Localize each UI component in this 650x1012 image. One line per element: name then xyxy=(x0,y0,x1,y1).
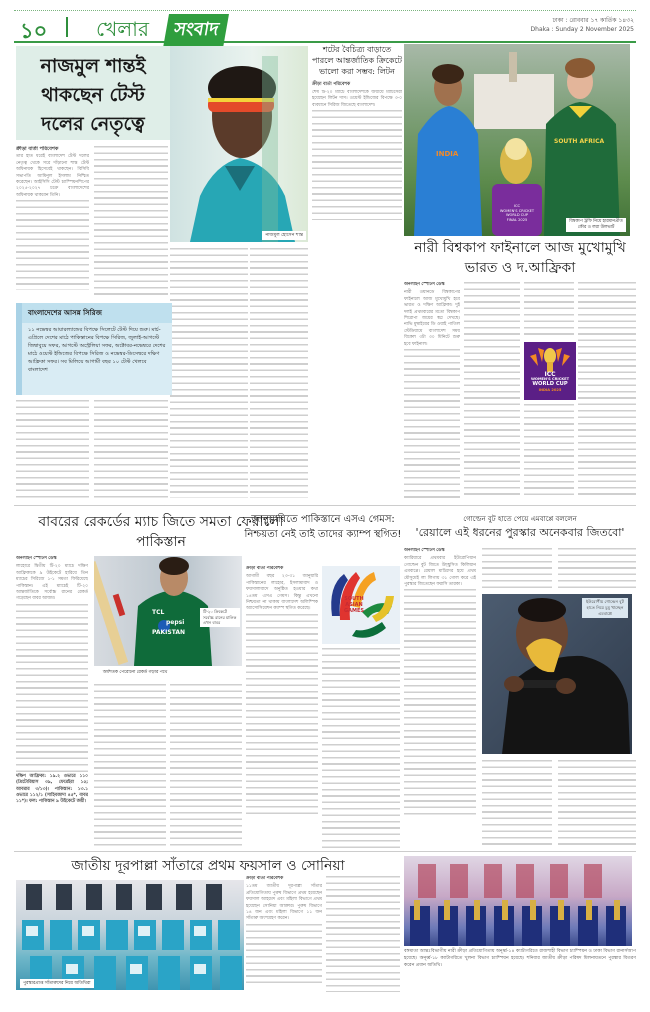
series-box-title: বাংলাদেশের আসন্ন সিরিজ xyxy=(22,303,172,323)
series-box xyxy=(16,303,172,395)
shanto-headline-box xyxy=(16,46,170,140)
womens-final-col3b xyxy=(524,404,574,498)
sa-games-body-text: আগামী বছর ২৩-৩১ জানুয়ারি পাকিস্তানের লাহোর, ইসলামাবাদ ও ফয়সালাবাদে অনুষ্ঠিত হওয়ার কথা ১৪তম এসএ গেমস। কিন্তু এখনো নিশ্চয়তা না থাকায় বাংলাদেশ অলিম্পিক অ্যাসোসিয়েশন ক্যাম্প স্থগিত করেছে। xyxy=(246,574,318,612)
mbappe-headline[interactable]: 'রেয়ালে এই ধরনের পুরস্কার অনেকবার জিতবো' xyxy=(415,526,625,539)
womens-final-photo-caption: বিশ্বকাপ ট্রফি নিয়ে হারমানপ্রীত কৌর ও লরা উলভার্ট xyxy=(566,218,626,232)
womens-final-body-lines xyxy=(404,349,460,498)
swimming-col1 xyxy=(246,876,322,992)
mbappe-byline: অনলাইন স্পোর্টস ডেস্ক xyxy=(404,548,445,553)
sa-games-logo xyxy=(322,566,400,644)
swimming-group-illustration xyxy=(16,880,244,990)
section-title-part1: খেলার xyxy=(96,17,149,41)
liton-body-lines xyxy=(312,110,402,220)
sa-logo-line1: SOUTH xyxy=(344,596,364,602)
swimming-headline[interactable]: জাতীয় দূরপাল্লা সাঁতারে প্রথম ফয়সাল ও সোনিয়া xyxy=(71,858,345,874)
section-title-part2: সংবাদ xyxy=(163,14,229,48)
jersey-country: PAKISTAN xyxy=(152,629,185,636)
trophy-label-line3: WORLD CUP xyxy=(505,213,529,218)
shanto-byline: ক্রীড়া বার্তা পরিবেশক xyxy=(16,146,59,152)
womens-final-col2 xyxy=(464,282,520,498)
trophy-label-line2: WOMEN'S CRICKET xyxy=(499,208,535,213)
swimming-byline: ক্রীড়া বার্তা পরিবেশক xyxy=(246,876,284,881)
shanto-photo-credit: নাজমুল হোসেন শান্ত xyxy=(262,231,306,240)
babar-col2 xyxy=(94,684,166,848)
liton-article xyxy=(312,44,402,240)
babar-photo xyxy=(94,556,242,666)
sa-games-col2 xyxy=(322,648,400,848)
sa-games-col1 xyxy=(246,566,318,848)
womens-sports-group-illustration xyxy=(404,856,632,946)
swimming-body-lines xyxy=(246,924,322,984)
babar-photo-inset-caption: টি-২০ ক্রিকেটে সর্বোচ্চ রানের মালিক এখন বাবর xyxy=(200,608,240,627)
womens-final-col1 xyxy=(404,282,460,498)
babar-col3 xyxy=(170,684,242,848)
womens-final-body-text: নারী ওয়ানডে বিশ্বকাপের ফাইনালে আজ মুখোমুখি হবে ভারত ও দক্ষিণ আফ্রিকা। দুই দলই প্রথমবারের মতো বিশ্বকাপ শিরোপা জয়ের স্বপ্ন দেখছে। নাভি মুম্বাইয়ের ডি ওয়াই পাতিল স্টেডিয়ামে বাংলাদেশ সময় বিকেল ৩টা ৩০ মিনিটে শুরু হবে ফাইনাল। xyxy=(404,290,460,347)
liton-body xyxy=(312,90,402,230)
dateline xyxy=(531,16,634,34)
trophy-label-line4: FINAL 2025 xyxy=(506,217,528,222)
wc-logo-line2: WOMEN'S CRICKET xyxy=(530,377,570,382)
babar-byline: অনলাইন স্পোর্টস ডেস্ক xyxy=(16,556,57,561)
mbappe-col5 xyxy=(558,760,636,848)
womens-sports-caption: বঙ্গমাতা আন্তঃবিভাগীয় নারী ক্রীড়া প্রতিযোগিতায় অনূর্ধ্ব-১৪ ক্যাটাগরিতে রাজশাহী বিভাগ চ্যাম্পিয়ন ও ঢাকা বিভাগ রানার্সআপ হয়েছে। অনূর্ধ্ব-১৮ ক্যাটাগরিতে খুলনা বিভাগ চ্যাম্পিয়ন হয়েছে। শনিবার জাতীয় ক্রীড়া পরিষদ মিলনায়তনে পুরস্কার বিতরণ করেন প্রধান অতিথি। xyxy=(404,949,636,968)
shanto-illustration xyxy=(170,46,308,242)
mbappe-body-lines xyxy=(404,589,476,819)
jersey-south-africa: SOUTH AFRICA xyxy=(554,138,605,145)
mbappe-kicker: গোল্ডেন বুট হাতে পেয়ে এমবাপ্পে বললেন xyxy=(463,515,577,523)
mbappe-photo-caption: ইউরোপীয় গোল্ডেন বুট হাতে নিয়ে চুমু খাচ্ছেন এমবাপ্পে xyxy=(582,598,628,618)
wc-logo-line4: INDIA 2025 xyxy=(538,387,562,392)
sa-games-body-lines xyxy=(246,614,318,814)
sa-games-byline: ক্রীড়া বার্তা পরিবেশক xyxy=(246,566,284,571)
page-number: ১০ xyxy=(20,19,48,43)
shanto-body-col3 xyxy=(170,248,248,498)
swimming-col2 xyxy=(326,876,400,992)
jersey-sponsor-pepsi: pepsi xyxy=(166,619,185,626)
babar-photo-caption: অর্ধশতক পেরোনো রেকর্ড গড়ার পথে xyxy=(94,668,176,677)
mbappe-col4 xyxy=(482,760,552,848)
masthead xyxy=(14,10,636,43)
liton-byline: ক্রীড়া বার্তা পরিবেশক xyxy=(312,82,351,87)
swimming-photo xyxy=(16,880,244,990)
wc-logo xyxy=(524,342,576,400)
mbappe-col2 xyxy=(482,548,552,588)
shanto-headline[interactable]: নাজমুল শান্তই থাকছেন টেস্ট দলের নেতৃত্বে xyxy=(40,55,146,135)
shanto-body-text: তার হাত ধরেই বাংলাদেশ টেস্ট দলের নেতৃত্ব থেকে সরে দাঁড়ানো শান্ত টেস্ট অধিনায়ক হিসেবেই থাকছেন। বিসিবি সভাপতি আমিনুল ইসলাম নিশ্চিত করেছেন। আইসিসি টেস্ট চ্যাম্পিয়নশিপের ২০২৫-২০২৭ চক্রে বাংলাদেশের অধিনায়ক থাকবেন তিনি। xyxy=(16,154,89,198)
series-box-body: ১১ নভেম্বর আয়ারল্যান্ডের বিপক্ষে সিলেটে টেস্ট দিয়ে শুরু। মার্চ-এপ্রিলে দেশের মাঠে পাকিস্তানের বিপক্ষে সিরিজ, জুলাই-আগস্টে জিম্বাবুয়ে সফর, আগস্টে অস্ট্রেলিয়া সফর, অক্টোবর-নভেম্বরে দেশের মাঠে ওয়েস্ট ইন্ডিজের বিপক্ষে সিরিজ ও নভেম্বর-ডিসেম্বরে দক্ষিণ আফ্রিকা সফর। সব মিলিয়ে আগামী বছর ১০ টেস্ট খেলবে বাংলাদেশ xyxy=(28,327,166,373)
shanto-body-col2 xyxy=(94,146,168,296)
babar-jersey-text xyxy=(152,608,185,638)
shanto-body-lines xyxy=(16,200,89,290)
swimming-body-text: ১১তম জাতীয় দূরপাল্লা সাঁতার প্রতিযোগিতায় পুরুষ বিভাগে প্রথম হয়েছেন ফয়সাল আহমেদ এবং মহিলা বিভাগে প্রথম হয়েছেন সোনিয়া আক্তার। পুরুষ বিভাগে ১৪ জন এবং মহিলা বিভাগে ১১ জন সাঁতারু অংশগ্রহণ করেন। xyxy=(246,884,322,922)
babar-headline[interactable]: বাবরের রেকর্ডের ম্যাচ জিতে সমতা ফেরালো পাকিস্তান xyxy=(38,514,284,550)
shanto-body-col6 xyxy=(94,400,168,498)
babar-body-lines xyxy=(16,604,88,774)
wc-logo-line1: ICC xyxy=(544,371,556,378)
sa-games-logo-text xyxy=(344,596,364,614)
mbappe-body-text: ক্যারিয়ারে প্রথমবার ইউরোপিয়ান গোল্ডেন বুট জিতে উচ্ছ্বসিত কিলিয়ান এমবাপ্পে। রেয়াল মাদ্রিদের হয়ে প্রথম মৌসুমেই লা লিগায় ৩১ গোল করে এই পুরস্কার জিতেছেন ফরাসি তারকা। xyxy=(404,556,476,588)
womens-sports-photo xyxy=(404,856,632,946)
masthead-divider xyxy=(66,17,68,37)
mbappe-photo xyxy=(482,594,632,754)
babar-scorecard: দক্ষিণ আফ্রিকা: ১৯.২ ওভারে ১১০ (প্রিটোরিয়াস ৩৯, ফেরেইরা ১৫; আবরার ৩/১৩)। পাকিস্তান: ১৩.১ ওভারে ১১২/১ (সাহিবজাদা ৪৫*, বাবর ১১*)। ফল: পাকিস্তান ৯ উইকেটে জয়ী। xyxy=(16,773,88,805)
shanto-body-col5 xyxy=(16,400,89,498)
trophy-label-line1: ICC xyxy=(513,204,521,208)
shanto-body-col4 xyxy=(250,248,308,498)
trophy-base-label xyxy=(494,204,540,222)
liton-headline[interactable]: শটের বৈচিত্র্য বাড়াতে পারলে আন্তর্জাতিক ক্রিকেটে ভালো করা সম্ভব: লিটন xyxy=(312,45,402,76)
liton-body-text: শেষ টি-২০ ম্যাচে বাংলাদেশকে জয়ীয়ে ম্যাচসেরা হয়েছেন লিটন দাস। ওয়েস্ট ইন্ডিজের বিপক্ষে ৩-০ ব্যবধানে সিরিজ জিতেছে বাংলাদেশ। xyxy=(312,90,402,108)
mbappe-col3 xyxy=(558,548,636,588)
section-divider xyxy=(14,505,636,506)
mbappe-illustration xyxy=(482,594,632,754)
section-divider-2 xyxy=(14,851,636,852)
womens-final-col3 xyxy=(524,282,574,338)
shanto-body-col1 xyxy=(16,146,89,296)
womens-final-photo xyxy=(404,44,630,236)
jersey-india: INDIA xyxy=(436,150,459,158)
jersey-sponsor-tcl: TCL xyxy=(152,609,165,616)
date-bengali: ঢাকা : রোববার ১৭ কার্তিক ১৪৩২ xyxy=(552,17,634,24)
sa-logo-line3: GAMES xyxy=(344,608,364,614)
wc-logo-text xyxy=(524,372,576,393)
babar-body-text: লাহোরে দ্বিতীয় টি-২০ ম্যাচে দক্ষিণ আফ্রিকাকে ৯ উইকেটে হারিয়ে তিন ম্যাচের সিরিজে ১-১ সমতা ফিরিয়েছে পাকিস্তান। এই ম্যাচেই টি-২০ আন্তর্জাতিকে সর্বোচ্চ রানের রেকর্ড গড়েছেন বাবর আজম। xyxy=(16,564,88,602)
date-english: Dhaka : Sunday 2 November 2025 xyxy=(530,26,634,33)
shanto-photo xyxy=(170,46,308,242)
womens-final-byline: অনলাইন স্পোর্টস ডেস্ক xyxy=(404,282,445,287)
mbappe-col1 xyxy=(404,548,476,848)
babar-col1 xyxy=(16,556,88,848)
sa-games-headline[interactable]: জানুয়ারিতে পাকিস্তানে এসএ গেমস: নিশ্চয়তা নেই তাই তাদের ক্যাম্প স্থগিত! xyxy=(244,514,402,540)
wc-logo-line3: WORLD CUP xyxy=(532,381,568,388)
womens-final-col4 xyxy=(578,282,636,498)
sa-logo-line2: ASIAN xyxy=(345,602,363,608)
swimming-photo-caption: পুরস্কারপ্রাপ্ত সাঁতারুদের নিয়ে অতিথিরা xyxy=(20,979,94,988)
womens-final-headline[interactable]: নারী বিশ্বকাপ ফাইনালে আজ মুখোমুখি ভারত ও দ.আফ্রিকা xyxy=(414,240,626,276)
